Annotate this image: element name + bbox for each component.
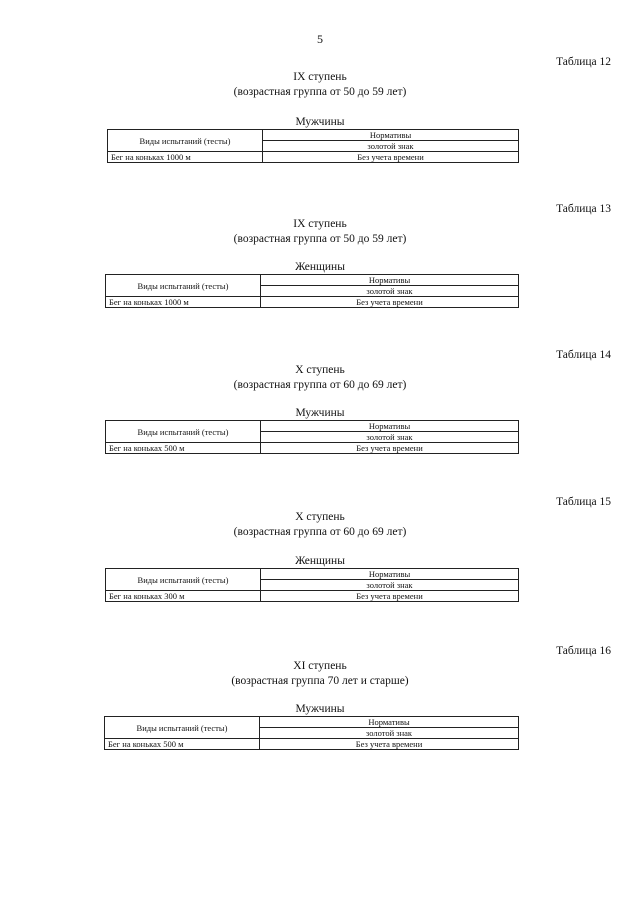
tests-column-header: Виды испытаний (тесты)	[106, 275, 261, 297]
badge-column-header: золотой знак	[261, 286, 519, 297]
age-group-title: (возрастная группа от 60 до 69 лет)	[233, 379, 407, 391]
badge-column-header: золотой знак	[261, 580, 519, 591]
norms-column-header: Нормативы	[261, 569, 519, 580]
test-name-cell: Бег на коньках 500 м	[105, 739, 260, 750]
badge-column-header: золотой знак	[261, 432, 519, 443]
age-group-title: (возрастная группа от 50 до 59 лет)	[233, 233, 407, 245]
result-cell: Без учета времени	[263, 152, 519, 163]
age-group-title: (возрастная группа 70 лет и старше)	[231, 675, 409, 687]
badge-column-header: золотой знак	[263, 141, 519, 152]
norms-column-header: Нормативы	[261, 275, 519, 286]
table-number-label: Таблица 14	[556, 349, 611, 361]
gender-heading: Мужчины	[295, 116, 345, 128]
tests-column-header: Виды испытаний (тесты)	[106, 569, 261, 591]
stage-title: IX ступень	[293, 71, 347, 83]
table-number-label: Таблица 13	[556, 203, 611, 215]
stage-title: X ступень	[295, 511, 345, 523]
result-cell: Без учета времени	[261, 591, 519, 602]
stage-title: XI ступень	[293, 660, 347, 672]
table-number-label: Таблица 15	[556, 496, 611, 508]
stage-title: X ступень	[295, 364, 345, 376]
stage-title: IX ступень	[293, 218, 347, 230]
tests-column-header: Виды испытаний (тесты)	[108, 130, 263, 152]
gender-heading: Мужчины	[295, 703, 345, 715]
badge-column-header: золотой знак	[260, 728, 519, 739]
table-number-label: Таблица 12	[556, 56, 611, 68]
gender-heading: Женщины	[295, 261, 345, 273]
age-group-title: (возрастная группа от 60 до 69 лет)	[233, 526, 407, 538]
norms-column-header: Нормативы	[260, 717, 519, 728]
norms-table	[105, 420, 519, 454]
norms-column-header: Нормативы	[263, 130, 519, 141]
test-name-cell: Бег на коньках 1000 м	[106, 297, 261, 308]
result-cell: Без учета времени	[261, 443, 519, 454]
test-name-cell: Бег на коньках 300 м	[106, 591, 261, 602]
gender-heading: Мужчины	[295, 407, 345, 419]
tests-column-header: Виды испытаний (тесты)	[106, 421, 261, 443]
gender-heading: Женщины	[295, 555, 345, 567]
test-name-cell: Бег на коньках 500 м	[106, 443, 261, 454]
table-number-label: Таблица 16	[556, 645, 611, 657]
norms-table	[105, 274, 519, 308]
result-cell: Без учета времени	[260, 739, 519, 750]
tests-column-header: Виды испытаний (тесты)	[105, 717, 260, 739]
norms-column-header: Нормативы	[261, 421, 519, 432]
page-number: 5	[317, 32, 323, 46]
test-name-cell: Бег на коньках 1000 м	[108, 152, 263, 163]
norms-table	[107, 129, 519, 163]
result-cell: Без учета времени	[261, 297, 519, 308]
norms-table	[105, 568, 519, 602]
norms-table	[104, 716, 519, 750]
age-group-title: (возрастная группа от 50 до 59 лет)	[233, 86, 407, 98]
